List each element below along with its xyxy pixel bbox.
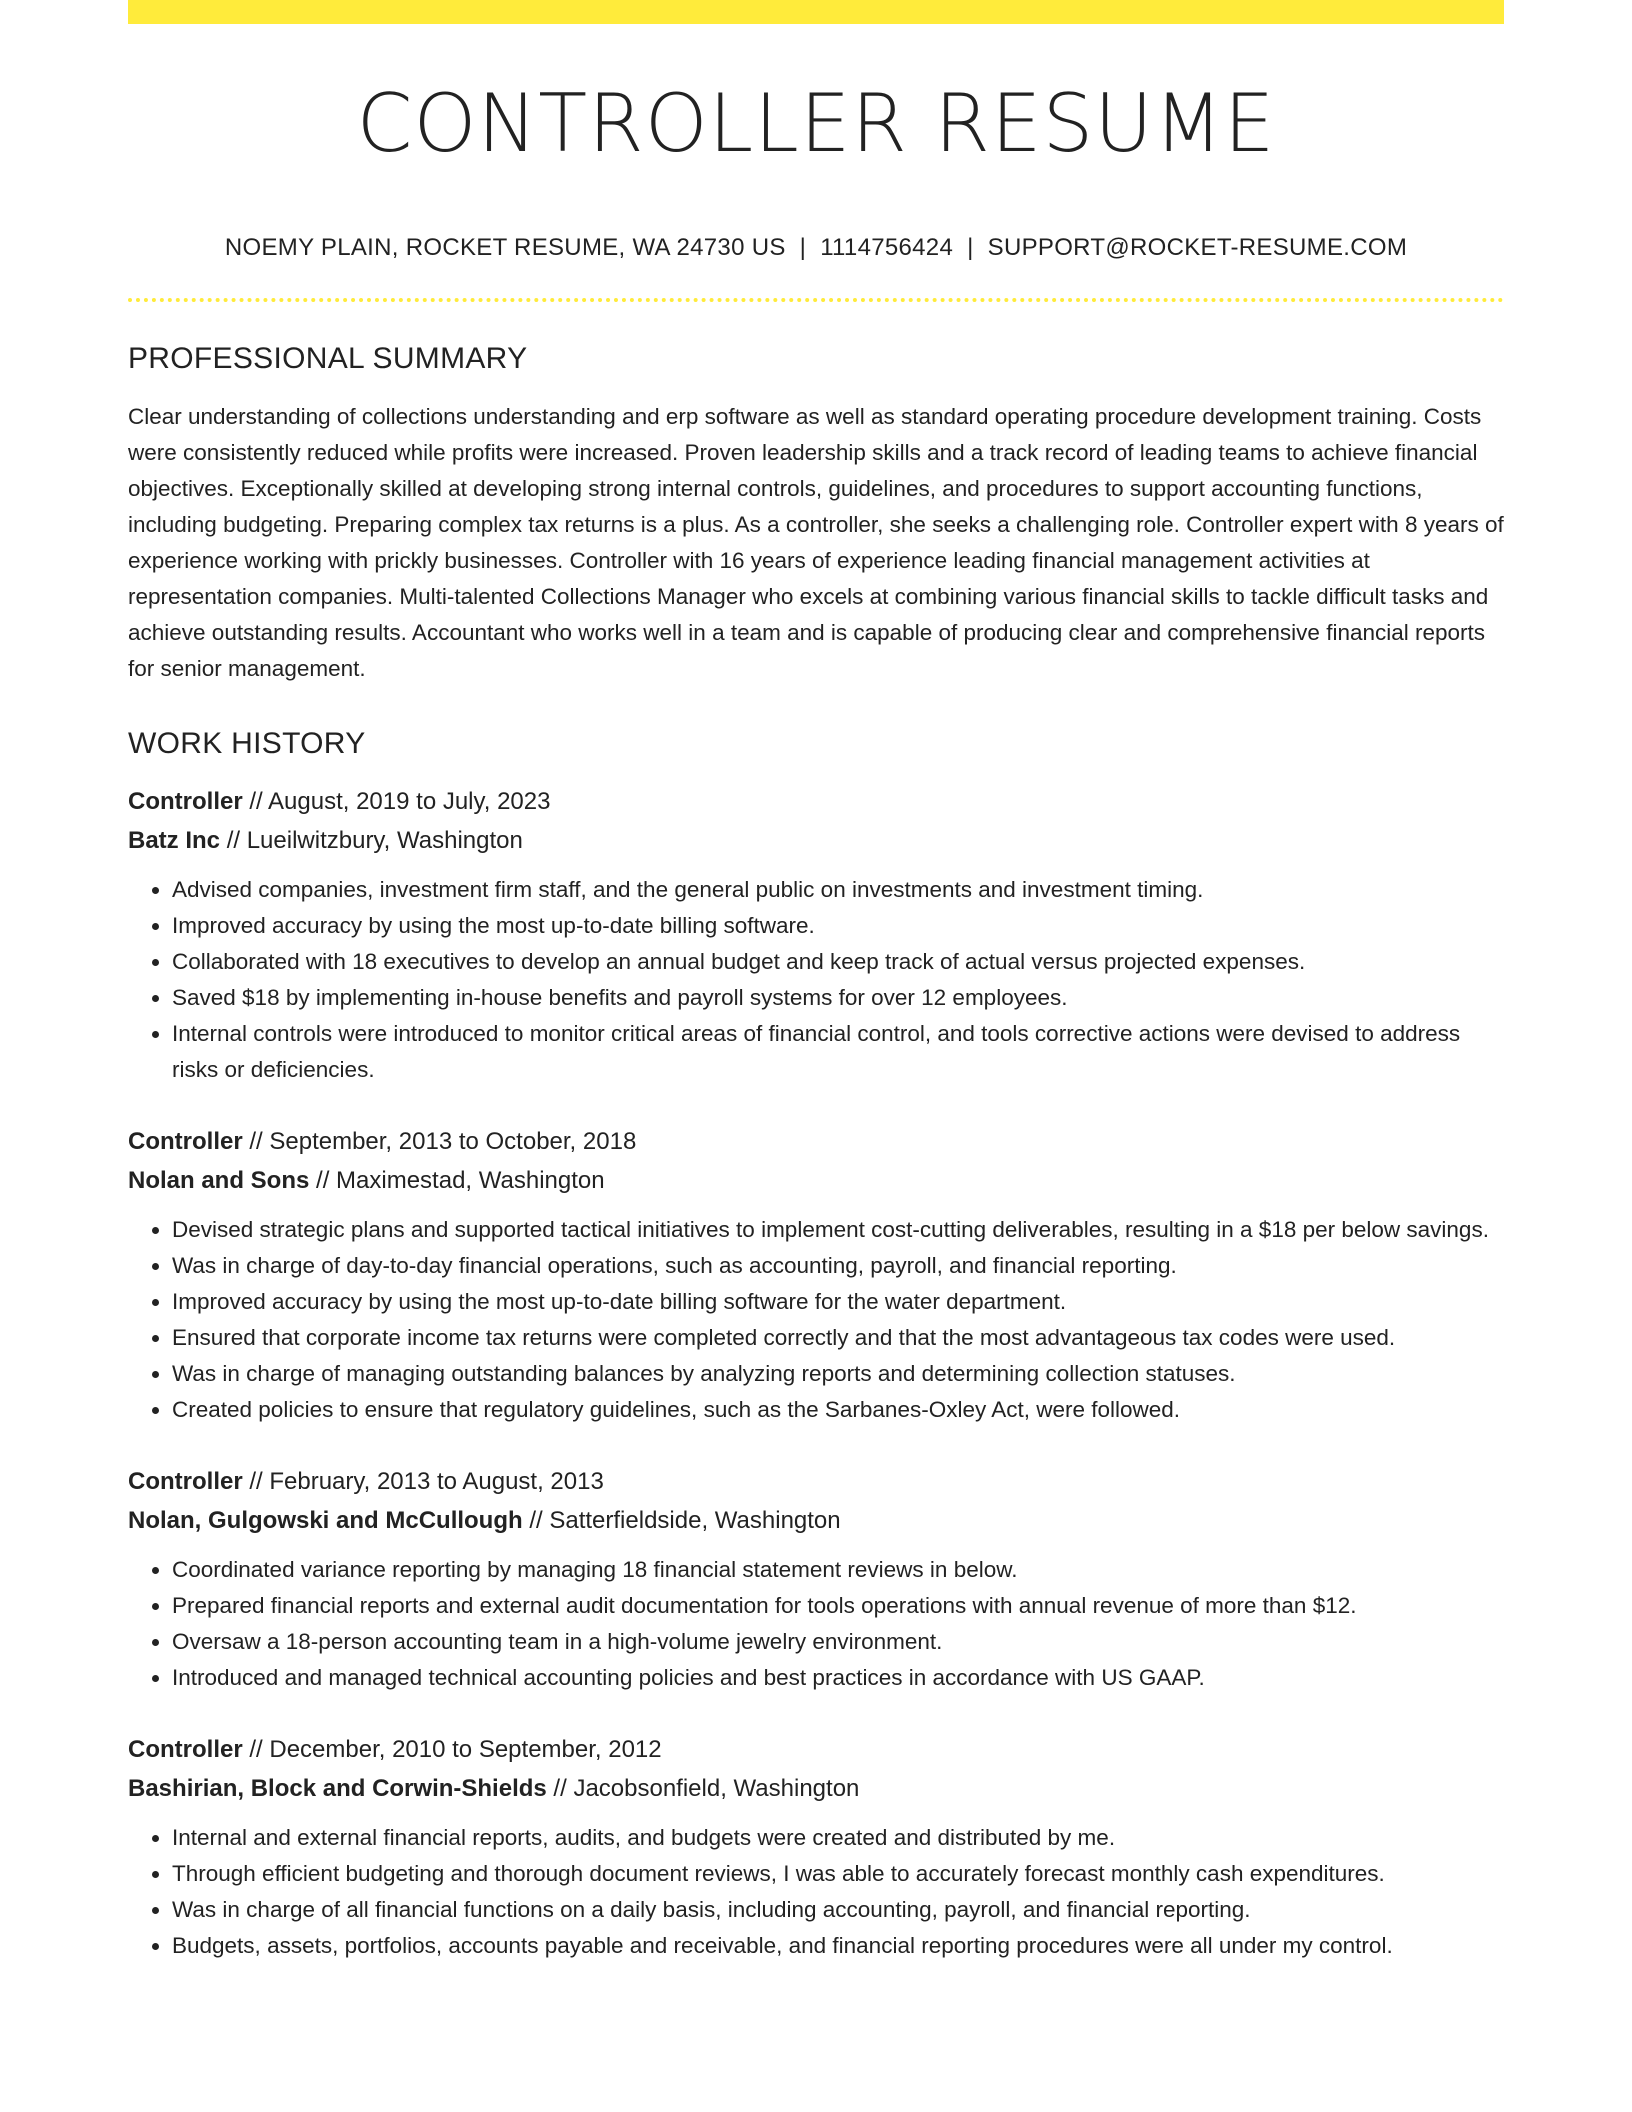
contact-address: NOEMY PLAIN, ROCKET RESUME, WA 24730 US <box>224 234 786 261</box>
job-separator: // <box>529 1507 543 1534</box>
job-bullet-list <box>128 1820 1504 1964</box>
job-separator: // <box>249 1736 263 1763</box>
job-title-line <box>128 782 1504 821</box>
contact-separator: | <box>967 234 974 261</box>
resume-content <box>128 24 1504 1964</box>
job-separator: // <box>316 1167 330 1194</box>
job-entry <box>128 1462 1504 1696</box>
job-location: Maximestad, Washington <box>336 1167 605 1194</box>
job-bullet: • Devised strategic plans and supported tactical initiatives to implement cost-cutting deliverables, resulting in a $18 per below savings. <box>172 1212 1504 1248</box>
job-separator: // <box>249 788 263 815</box>
job-dates: February, 2013 to August, 2013 <box>269 1468 604 1495</box>
job-title: Controller <box>128 1128 243 1155</box>
contact-line <box>128 234 1504 262</box>
job-bullet: • Oversaw a 18-person accounting team in a high-volume jewelry environment. <box>172 1624 1504 1660</box>
job-company-line <box>128 1161 1504 1200</box>
job-location: Jacobsonfield, Washington <box>573 1775 860 1802</box>
job-bullet: • Coordinated variance reporting by managing 18 financial statement reviews in below. <box>172 1552 1504 1588</box>
job-company: Batz Inc <box>128 827 221 854</box>
summary-heading: PROFESSIONAL SUMMARY <box>128 342 528 375</box>
job-bullet: • Improved accuracy by using the most up-to-date billing software for the water department. <box>172 1284 1504 1320</box>
job-separator: // <box>553 1775 567 1802</box>
contact-phone: 1114756424 <box>820 234 954 261</box>
job-title-line <box>128 1122 1504 1161</box>
job-title: Controller <box>128 1736 243 1763</box>
job-entry <box>128 1122 1504 1428</box>
job-bullet-list <box>128 872 1504 1088</box>
job-title: Controller <box>128 1468 243 1495</box>
job-bullet: • Ensured that corporate income tax returns were completed correctly and that the most advantageous tax codes were used. <box>172 1320 1504 1356</box>
job-separator: // <box>226 827 241 854</box>
job-bullet: • Internal controls were introduced to monitor critical areas of financial control, and tools corrective actions were devised to address risks or deficiencies. <box>172 1016 1504 1088</box>
dotted-divider <box>128 298 1504 302</box>
contact-email: SUPPORT@ROCKET-RESUME.COM <box>987 234 1408 261</box>
work-history-heading: WORK HISTORY <box>128 727 366 760</box>
job-title-line <box>128 1730 1504 1769</box>
job-company-line <box>128 1769 1504 1808</box>
job-company: Nolan, Gulgowski and McCullough <box>128 1507 523 1534</box>
job-bullet: • Budgets, assets, portfolios, accounts payable and receivable, and financial reporting procedures were all under my control. <box>172 1928 1504 1964</box>
job-dates: August, 2019 to July, 2023 <box>268 788 551 815</box>
job-company-line <box>128 1501 1504 1540</box>
job-separator: // <box>249 1128 263 1155</box>
job-entry <box>128 1730 1504 1964</box>
job-company: Bashirian, Block and Corwin-Shields <box>128 1775 547 1802</box>
job-bullet: • Saved $18 by implementing in-house benefits and payroll systems for over 12 employees. <box>172 980 1504 1016</box>
job-separator: // <box>249 1468 263 1495</box>
job-bullet-list <box>128 1552 1504 1696</box>
job-company-line <box>128 821 1504 860</box>
job-bullet: • Created policies to ensure that regulatory guidelines, such as the Sarbanes-Oxley Act, were followed. <box>172 1392 1504 1428</box>
job-bullet: • Internal and external financial reports, audits, and budgets were created and distributed by me. <box>172 1820 1504 1856</box>
job-entry <box>128 782 1504 1088</box>
job-title: Controller <box>128 788 243 815</box>
contact-separator: | <box>799 234 807 261</box>
job-list <box>128 782 1504 1964</box>
job-bullet: • Advised companies, investment firm staff, and the general public on investments and investment timing. <box>172 872 1504 908</box>
job-bullet: • Prepared financial reports and external audit documentation for tools operations with annual revenue of more than $12. <box>172 1588 1504 1624</box>
top-accent-bar <box>128 0 1504 24</box>
job-dates: September, 2013 to October, 2018 <box>269 1128 637 1155</box>
job-bullet: • Introduced and managed technical accounting policies and best practices in accordance with US GAAP. <box>172 1660 1504 1696</box>
job-bullet: • Collaborated with 18 executives to develop an annual budget and keep track of actual versus projected expenses. <box>172 944 1504 980</box>
job-title-line <box>128 1462 1504 1501</box>
job-dates: December, 2010 to September, 2012 <box>269 1736 662 1763</box>
job-bullet: • Was in charge of all financial functions on a daily basis, including accounting, payroll, and financial reporting. <box>172 1892 1504 1928</box>
job-location: Satterfieldside, Washington <box>549 1507 841 1534</box>
summary-text: Clear understanding of collections understanding and erp software as well as standard operating procedure development training. Costs were consistently reduced while profits were increased. Proven leadership skills and a track record of leading teams to achieve financial objectives. Exceptionally skilled at developing strong internal controls, guidelines, and procedures to support accounting functions, including budgeting. Preparing complex tax returns is a plus. As a controller, she seeks a challenging role. Controller expert with 8 years of experience working with prickly businesses. Controller with 16 years of experience leading financial management activities at representation companies. Multi-talented Collections Manager who excels at combining various financial skills to tackle difficult tasks and achieve outstanding results. Accountant who works well in a team and is capable of producing clear and comprehensive financial reports for senior management. <box>128 404 1504 681</box>
job-bullet: • Improved accuracy by using the most up-to-date billing software. <box>172 908 1504 944</box>
job-company: Nolan and Sons <box>128 1167 310 1194</box>
job-bullet-list <box>128 1212 1504 1428</box>
job-bullet: • Was in charge of managing outstanding balances by analyzing reports and determining collection statuses. <box>172 1356 1504 1392</box>
resume-title: CONTROLLER RESUME <box>356 77 1276 170</box>
job-location: Lueilwitzbury, Washington <box>246 827 523 854</box>
job-bullet: • Was in charge of day-to-day financial operations, such as accounting, payroll, and financial reporting. <box>172 1248 1504 1284</box>
job-bullet: • Through efficient budgeting and thorough document reviews, I was able to accurately forecast monthly cash expenditures. <box>172 1856 1504 1892</box>
